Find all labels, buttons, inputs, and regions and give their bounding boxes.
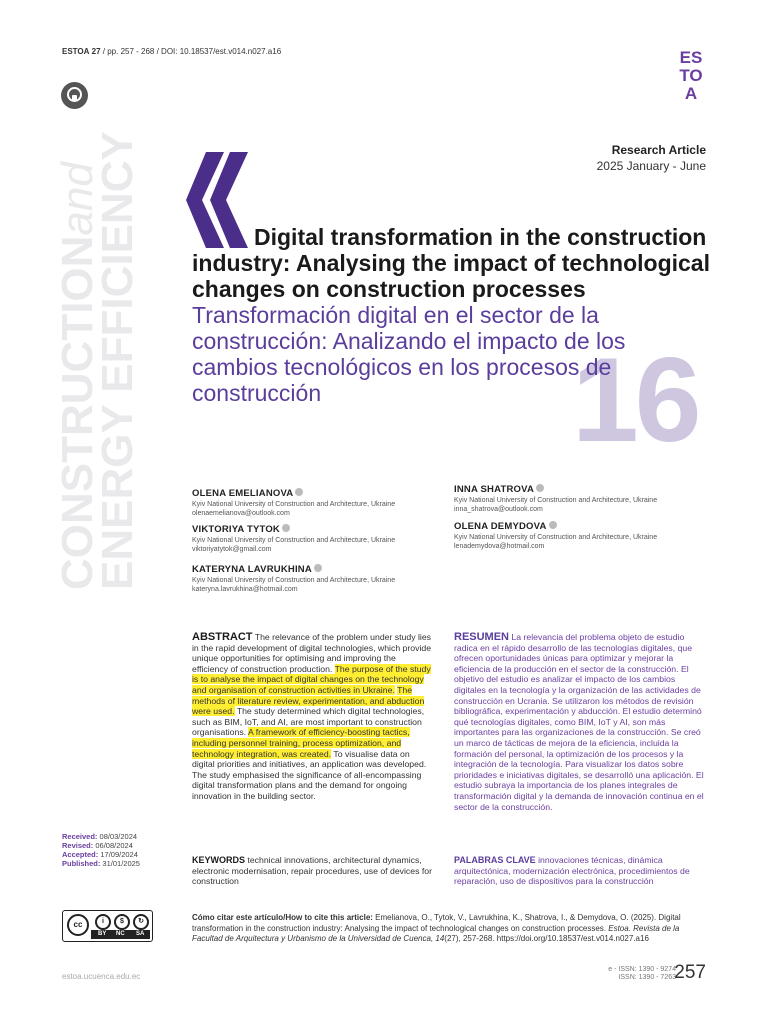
page-number: 257 <box>674 962 706 983</box>
website-link[interactable]: estoa.ucuenca.edu.ec <box>62 972 141 981</box>
abstract: ABSTRACT The relevance of the problem under study lies in the rapid development of digital technologies, which provide unique opportunities for optimising and improving the efficiency of construction production. The purpose of the study is to analyse the impact of digital changes on the technology and organisation of construction activities in Ukraine. The methods of literature review, experimentation, and abduction were used. The study determined which digital technologies, such as BIM, IoT, and AI, are most important to construction organisations. A framework of efficiency-boosting tactics, including personnel training, process optimization, and technology integration, was created. To visualise data on digital priorities and initiatives, an application was developed. The study emphasised the significance of all-encompassing digital transformation plans and the demand for ongoing innovation in the building sector. <box>192 631 432 801</box>
article-number: 16 <box>572 333 698 467</box>
keywords: KEYWORDS technical innovations, architectural dynamics, electronic modernisation, repair procedures, use of devices for construction <box>192 855 432 887</box>
side-section-label: CONSTRUCTIONand ENERGY EFFICIENCY <box>53 131 142 590</box>
orcid-icon[interactable] <box>536 484 544 492</box>
license-labels: BY NC SA <box>91 930 150 939</box>
open-access-icon <box>61 82 88 109</box>
article-type-label: Research Article <box>611 143 706 157</box>
sharealike-icon: ↻ <box>133 914 149 930</box>
journal-header <box>62 47 281 56</box>
publication-dates: Received: 08/03/2024 Revised: 06/08/2024 Accepted: 17/09/2024 Published: 31/01/2025 <box>62 832 140 868</box>
journal-name: ESTOA <box>62 47 90 56</box>
estoa-logo: ES TO A <box>679 48 703 103</box>
cc-icon: cc <box>67 914 89 936</box>
resumen: RESUMEN La relevancia del problema objeto de estudio radica en el rápido desarrollo de las tecnologías digitales, que ofrecen oportunidades únicas para optimizar y mejorar la eficiencia de la producción en el sector de la construcción. El objetivo del estudio es analizar el impacto de los cambios digitales en la tecnología y la organización de las actividades de construcción en Ucrania. Se utilizaron los métodos de revisión bibliográfica, experimentación y abducción. El estudio determinó qué tecnologías digitales, como BIM, IoT y AI, son más importantes para las organizaciones de la construcción. Se creó un marco de tácticas de mejora de la eficiencia, incluida la formación del personal, la optimización de los procesos y la integración de la tecnología. Para visualizar los datos sobre prioridades e iniciativas digitales, se desarrolló una aplicación. El estudio subraya la importancia de los planes integrales de transformación digital y la demanda de innovación continua en el sector de la construcción. <box>454 631 704 812</box>
title-english: Digital transformation in the construction industry: Analysing the impact of technological changes on construction processes <box>192 224 710 302</box>
noncommercial-icon: $ <box>114 914 130 930</box>
cc-license-badge[interactable] <box>62 910 153 942</box>
citation: Cómo citar este artículo/How to cite this article: Emelianova, O., Tytok, V., Lavrukhina, K., Shatrova, I., & Demydova, O. (2025). Digital transformation in the construction industry: Analysing the impact of technological changes on construction processes. Estoa. Revista de la Facultad de Arquitectura y Urbanismo de la Universidad de Cuenca, 14(27), 257-268. https://doi.org/10.18537/est.v014.n027.a16 <box>192 913 681 943</box>
orcid-icon[interactable] <box>295 488 303 496</box>
orcid-icon[interactable] <box>282 524 290 532</box>
author-block: OLENA DEMYDOVA Kyiv National University of Construction and Architecture, Ukraine lenademydova@hotmail.com <box>454 521 658 550</box>
pages-doi: / pp. 257 - 268 / DOI: 10.18537/est.v014.n027.a16 <box>100 47 282 56</box>
journal-issue: 27 <box>91 47 101 56</box>
author-block: OLENA EMELIANOVA Kyiv National University of Construction and Architecture, Ukraine olenaemelianova@outlook.com <box>192 488 396 517</box>
orcid-icon[interactable] <box>314 564 322 572</box>
article-type <box>597 143 706 173</box>
orcid-icon[interactable] <box>549 521 557 529</box>
palabras-clave: PALABRAS CLAVE innovaciones técnicas, dinámica arquitectónica, modernización electrónica, procedimientos de reparación, uso de dispositivos para la construcción <box>454 855 690 887</box>
issn: e - ISSN: 1390 - 9274 ISSN: 1390 - 7263 <box>608 966 676 981</box>
author-block: VIKTORIYA TYTOK Kyiv National University of Construction and Architecture, Ukraine viktoriyatytok@gmail.com <box>192 524 396 553</box>
author-block: KATERYNA LAVRUKHINA Kyiv National University of Construction and Architecture, Ukraine kateryna.lavrukhina@hotmail.com <box>192 564 396 593</box>
title-spanish: Transformación digital en el sector de la construcción: Analizando el impacto de los cambios tecnológicos en los procesos de construcción <box>192 302 626 406</box>
attribution-icon: i <box>95 914 111 930</box>
author-block: INNA SHATROVA Kyiv National University of Construction and Architecture, Ukraine inna_shatrova@outlook.com <box>454 484 658 513</box>
article-date: 2025 January - June <box>596 159 706 173</box>
article-title <box>192 224 712 406</box>
